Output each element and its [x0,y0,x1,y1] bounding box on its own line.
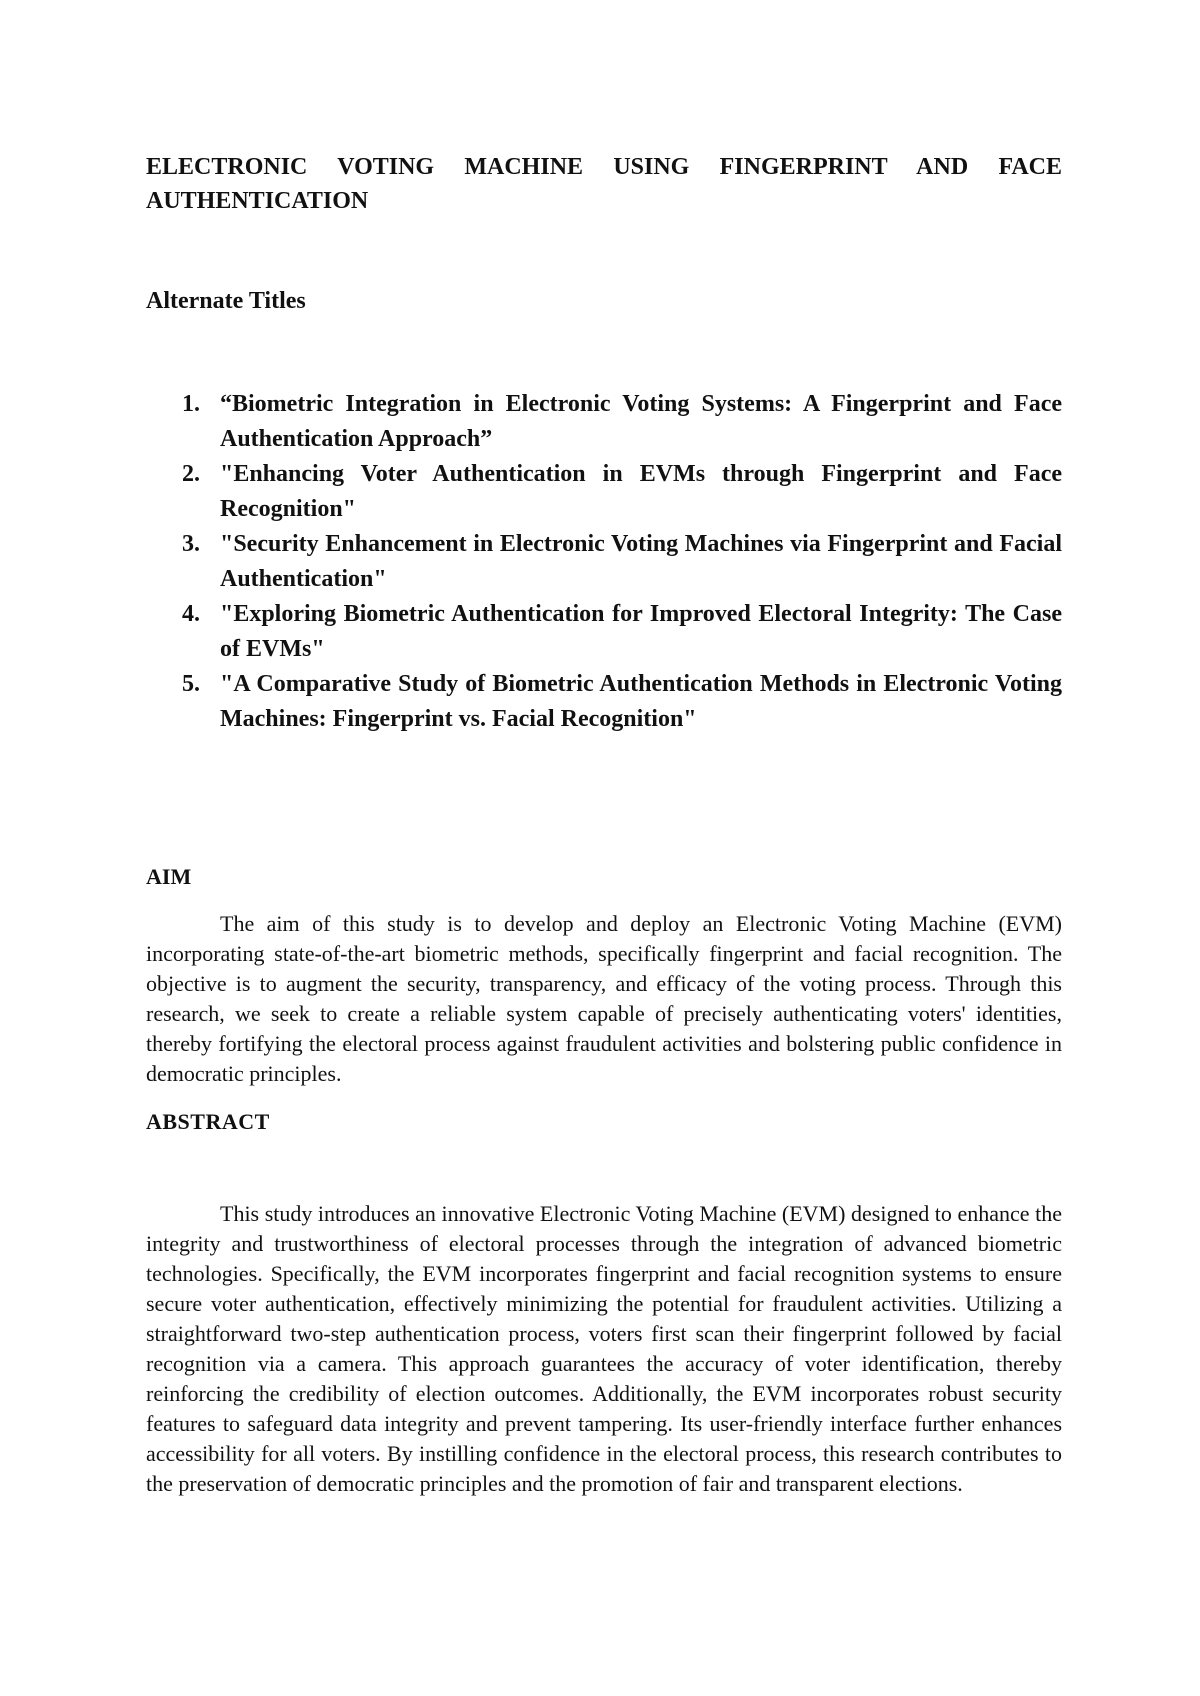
alternate-title-text: "Exploring Biometric Authentication for Improved Electoral Integrity: The Case of EVMs" [220,601,1062,662]
alternate-title-text: "Enhancing Voter Authentication in EVMs through Fingerprint and Face Recognition" [220,461,1062,522]
abstract-heading: ABSTRACT [146,1109,270,1134]
alternate-title-text: "A Comparative Study of Biometric Authentication Methods in Electronic Voting Machines: Fingerprint vs. Facial Recognition" [220,671,1062,732]
list-number: 1. [182,391,200,417]
document-title: ELECTRONIC VOTING MACHINE USING FINGERPRINT AND FACE AUTHENTICATION [146,154,1062,214]
alternate-title-item [146,597,1062,667]
list-number: 5. [182,671,200,697]
abstract-paragraph: This study introduces an innovative Electronic Voting Machine (EVM) designed to enhance the integrity and trustworthiness of electoral processes through the integration of advanced biometric technologies. Specifically, the EVM incorporates fingerprint and facial recognition systems to ensure secure voter authentication, effectively minimizing the potential for fraudulent activities. Utilizing a straightforward two-step authentication process, voters first scan their fingerprint followed by facial recognition via a camera. This approach guarantees the accuracy of voter identification, thereby reinforcing the credibility of election outcomes. Additionally, the EVM incorporates robust security features to safeguard data integrity and prevent tampering. Its user-friendly interface further enhances accessibility for all voters. By instilling confidence in the electoral process, this research contributes to the preservation of democratic principles and the promotion of fair and transparent elections. [146,1201,1062,1496]
aim-paragraph: The aim of this study is to develop and deploy an Electronic Voting Machine (EVM) incorporating state-of-the-art biometric methods, specifically fingerprint and facial recognition. The objective is to augment the security, transparency, and efficacy of the voting process. Through this research, we seek to create a reliable system capable of precisely authenticating voters' identities, thereby fortifying the electoral process against fraudulent activities and bolstering public confidence in democratic principles. [146,911,1062,1086]
list-number: 4. [182,601,200,627]
alternate-title-item [146,457,1062,527]
aim-heading: AIM [146,864,192,889]
alternate-title-item [146,527,1062,597]
list-number: 2. [182,461,200,487]
list-number: 3. [182,531,200,557]
alternate-title-text: "Security Enhancement in Electronic Voting Machines via Fingerprint and Facial Authentication" [220,531,1062,592]
alternate-titles-heading: Alternate Titles [146,288,306,314]
alternate-title-item [146,667,1062,737]
alternate-titles-list [146,387,1062,737]
alternate-title-text: “Biometric Integration in Electronic Voting Systems: A Fingerprint and Face Authentication Approach” [220,391,1062,452]
alternate-title-item [146,387,1062,457]
